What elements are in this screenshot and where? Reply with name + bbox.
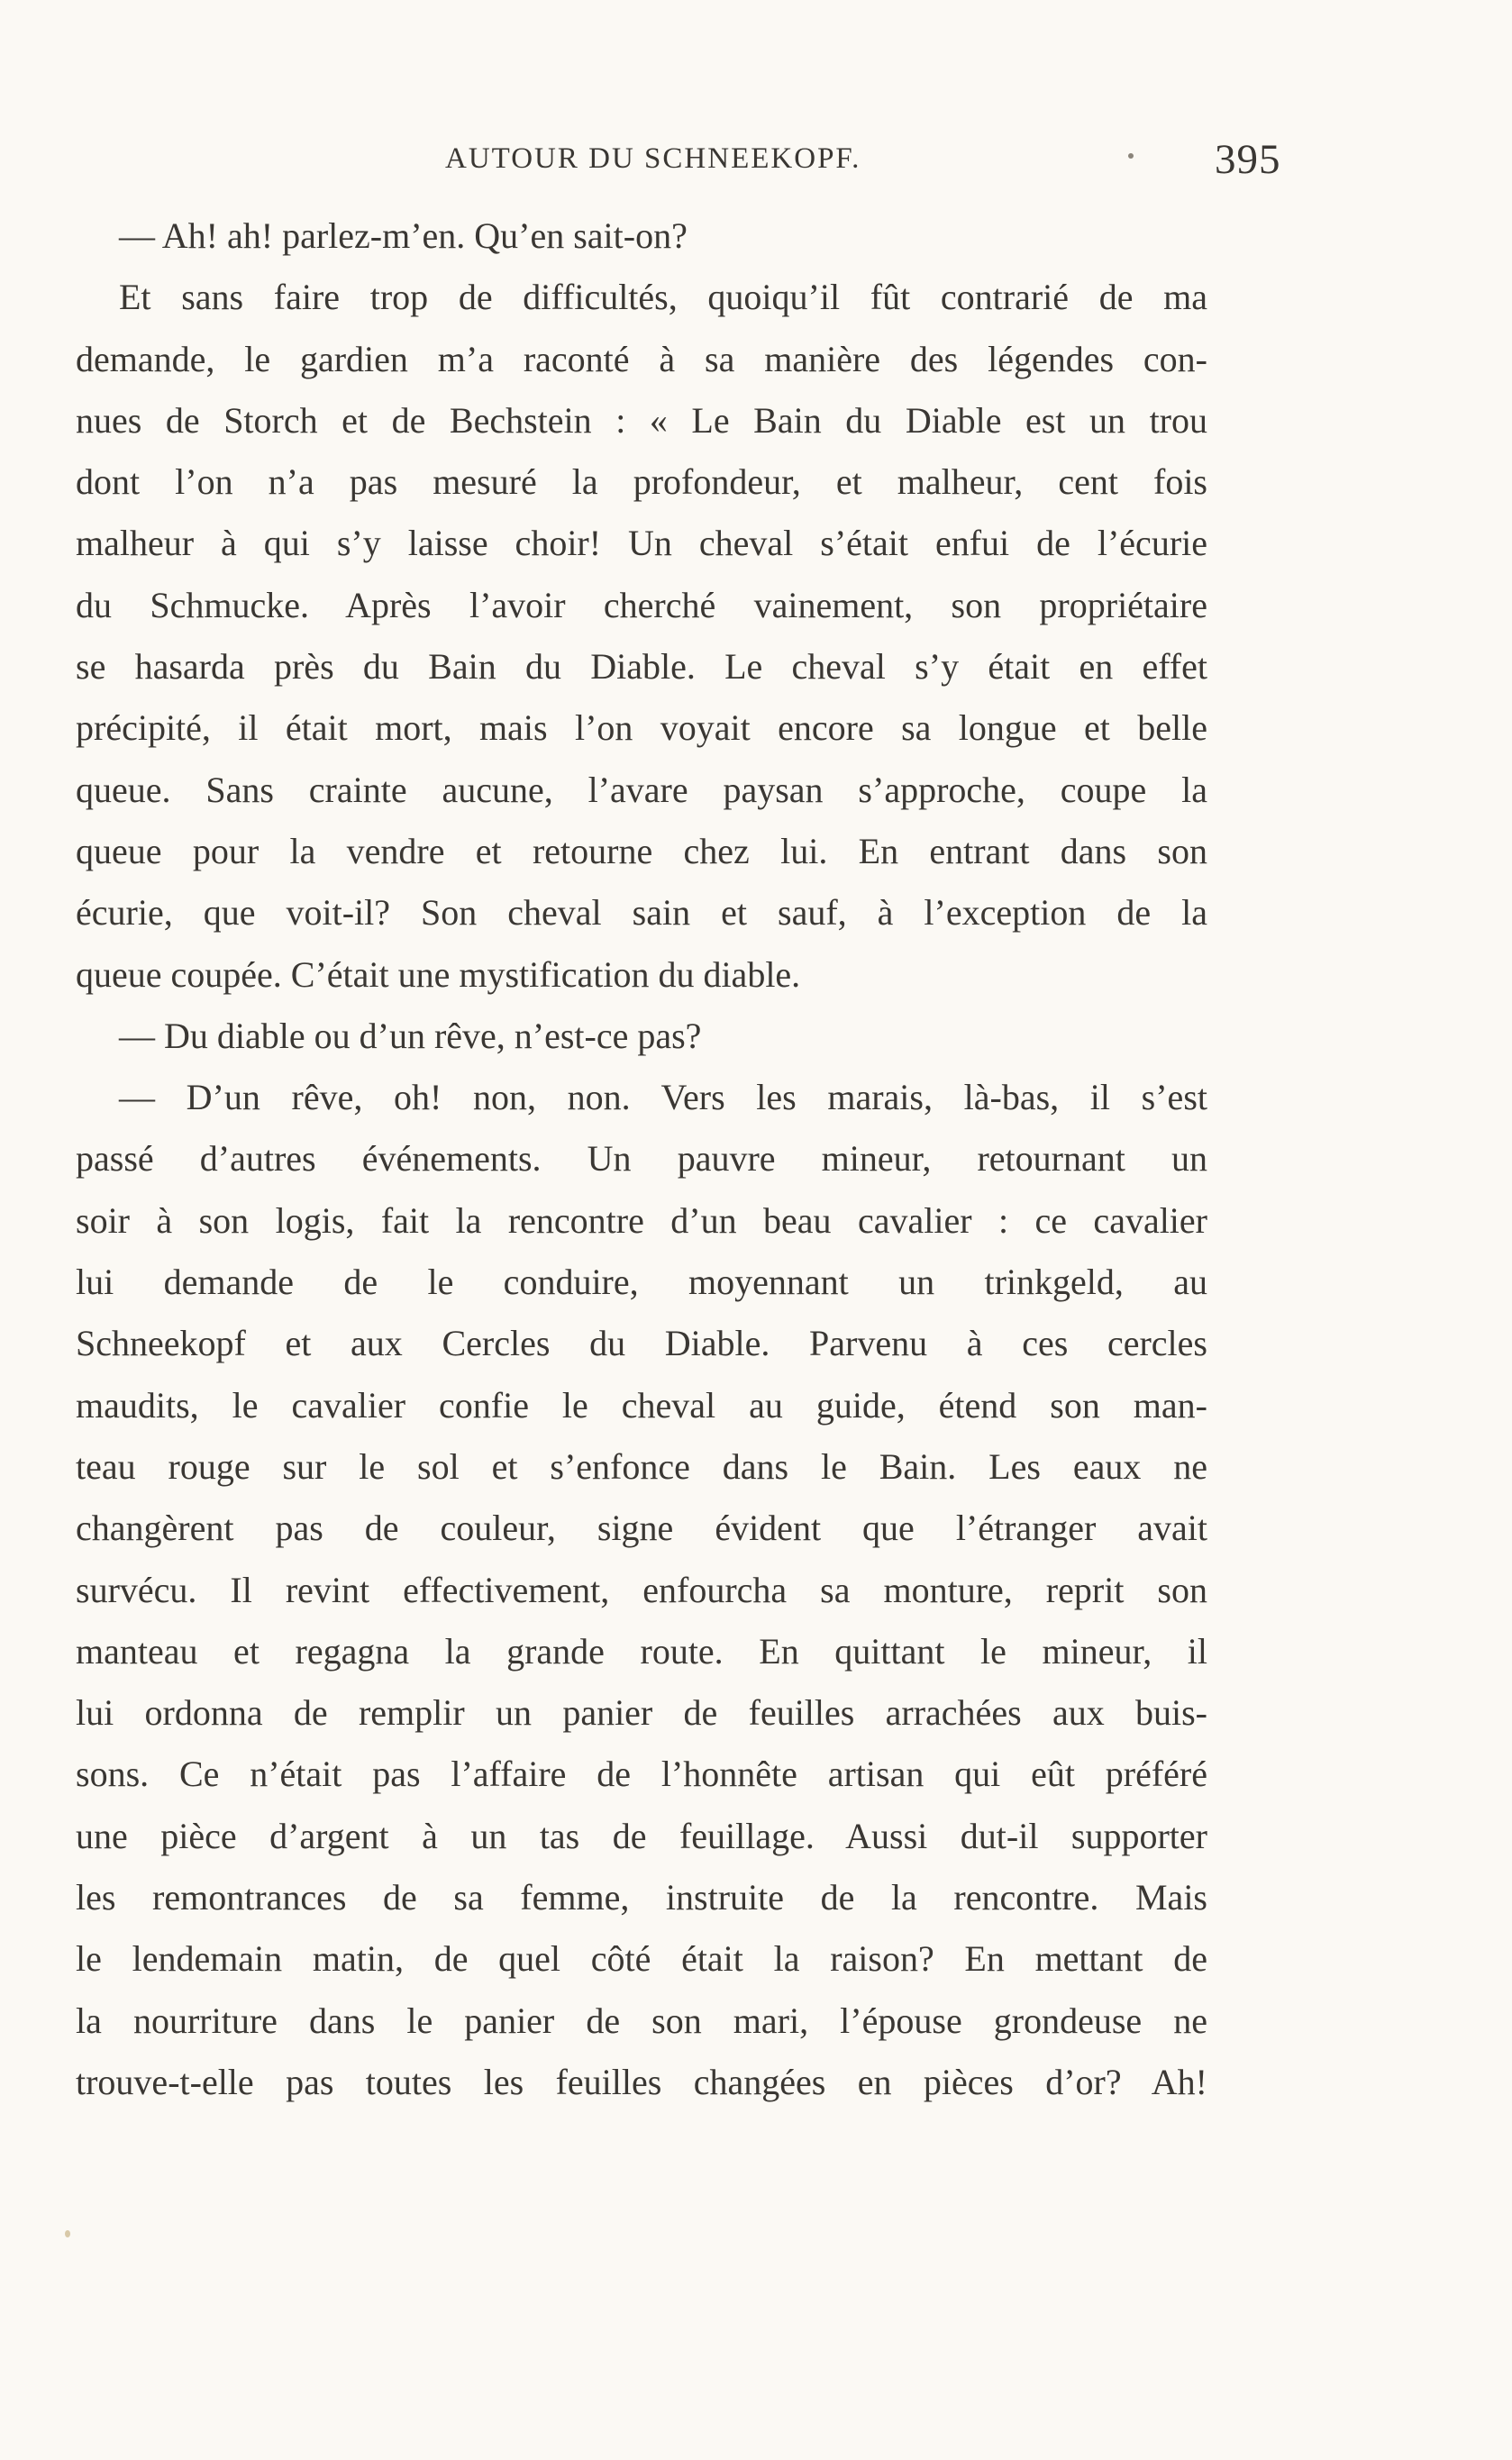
text-line: nues de Storch et de Bechstein : « Le Bain du Diable est un trou bbox=[76, 399, 1207, 441]
text-line: sons. Ce n’était pas l’affaire de l’honnête artisan qui eût préféré bbox=[76, 1754, 1207, 1795]
text-line: se hasarda près du Bain du Diable. Le cheval s’y était en effet bbox=[76, 646, 1207, 688]
running-title: AUTOUR DU SCHNEEKOPF. bbox=[445, 142, 861, 175]
text-line: Et sans faire trop de difficultés, quoiqu’il fût contrarié de ma bbox=[119, 277, 1207, 318]
text-line: une pièce d’argent à un tas de feuillage. Aussi dut-il supporter bbox=[76, 1815, 1207, 1856]
text-line: lui ordonna de remplir un panier de feuilles arrachées aux buis- bbox=[76, 1692, 1207, 1734]
text-line: le lendemain matin, de quel côté était la raison? En mettant de bbox=[76, 1938, 1207, 1980]
text-line: écurie, que voit-il? Son cheval sain et sauf, à l’exception de la bbox=[76, 892, 1207, 934]
text-line: queue pour la vendre et retourne chez lui. En entrant dans son bbox=[76, 830, 1207, 871]
text-line: survécu. Il revint effectivement, enfourcha sa monture, reprit son bbox=[76, 1569, 1207, 1610]
text-line: du Schmucke. Après l’avoir cherché vainement, son propriétaire bbox=[76, 584, 1207, 625]
text-line: — D’un rêve, oh! non, non. Vers les marais, là-bas, il s’est bbox=[119, 1077, 1207, 1118]
text-line: dont l’on n’a pas mesuré la profondeur, et malheur, cent fois bbox=[76, 461, 1207, 503]
text-line: lui demande de le conduire, moyennant un trinkgeld, au bbox=[76, 1262, 1207, 1303]
text-line: — Du diable ou d’un rêve, n’est-ce pas? bbox=[119, 1015, 702, 1056]
text-line: queue. Sans crainte aucune, l’avare paysan s’approche, coupe la bbox=[76, 769, 1207, 810]
ornament-dot bbox=[1128, 153, 1134, 159]
text-line: soir à son logis, fait la rencontre d’un beau cavalier : ce cavalier bbox=[76, 1199, 1207, 1241]
text-line: malheur à qui s’y laisse choir! Un cheval s’était enfui de l’écurie bbox=[76, 523, 1207, 564]
text-line: passé d’autres événements. Un pauvre mineur, retournant un bbox=[76, 1138, 1207, 1180]
text-line: trouve-t-elle pas toutes les feuilles changées en pièces d’or? Ah! bbox=[76, 2061, 1207, 2102]
text-line: queue coupée. C’était une mystification du diable. bbox=[76, 953, 801, 995]
text-line: la nourriture dans le panier de son mari, l’épouse grondeuse ne bbox=[76, 2000, 1207, 2041]
text-line: demande, le gardien m’a raconté à sa manière des légendes con- bbox=[76, 338, 1207, 379]
text-line: — Ah! ah! parlez-m’en. Qu’en sait-on? bbox=[119, 215, 688, 256]
text-line: les remontrances de sa femme, instruite de la rencontre. Mais bbox=[76, 1877, 1207, 1918]
text-line: manteau et regagna la grande route. En quittant le mineur, il bbox=[76, 1630, 1207, 1672]
text-line: teau rouge sur le sol et s’enfonce dans le Bain. Les eaux ne bbox=[76, 1445, 1207, 1487]
text-line: précipité, il était mort, mais l’on voyait encore sa longue et belle bbox=[76, 707, 1207, 749]
text-line: Schneekopf et aux Cercles du Diable. Parvenu à ces cercles bbox=[76, 1323, 1207, 1364]
text-line: changèrent pas de couleur, signe évident que l’étranger avait bbox=[76, 1508, 1207, 1549]
page-number: 395 bbox=[1215, 136, 1281, 183]
text-line: maudits, le cavalier confie le cheval au guide, étend son man- bbox=[76, 1384, 1207, 1426]
body-text bbox=[76, 205, 1207, 2113]
paper-speck bbox=[65, 2230, 70, 2237]
running-head bbox=[76, 135, 1281, 189]
